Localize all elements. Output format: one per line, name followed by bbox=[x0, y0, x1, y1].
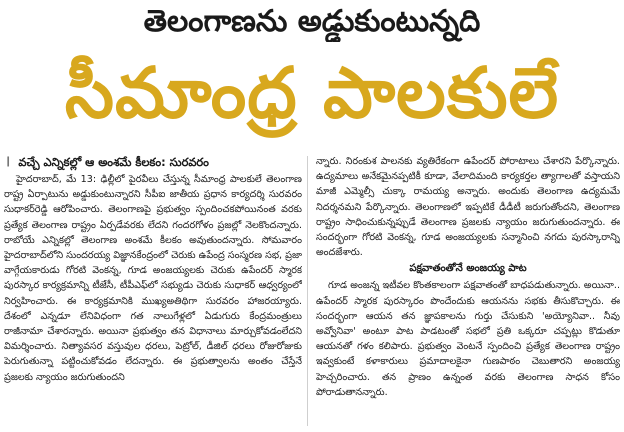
story-subhead: వచ్చే ఎన్నికల్లో ఆ అంశమే కీలకం: సురవరం bbox=[18, 155, 209, 169]
body-paragraph: హైదరాబాద్, మే 13: ఢిల్లీలో పైరవీలు చేస్తున్న సీమాంధ్ర పాలకులే తెలంగాణ రాష్ట్ర ఏర్పాటును అడ్డుకుంటున్నారని సీపీఐ జాతీయ ప్రధాన కార్యదర్శి సురవరం సుధాకర్‌రెడ్డి ఆరోపించారు. తెలంగాణపై ప్రభుత్వం స్పందించకపోయినంత వరకు ప్రత్యేక తెలంగాణ రాష్ట్రం ఏర్పడేవరకు లేదని గందరగోళం ప్రజల్లో నెలకొందన్నారు. రాబోయే ఎన్నికల్లో తెలంగాణ అంశమే కీలకం అవుతుందన్నారు. సోమవారం హైదరాబాద్‌లోని సుందరయ్య విజ్ఞానకేంద్రంలో చెరుకు ఉపేంద్ర సంస్మరణ సభ, ప్రజా వాగ్గేయకారుడు గోరటి వెంకన్న, గూడ అంజయ్యలకు చెరుకు ఉపేందర్ స్మారక పురస్కార కార్యక్రమాన్ని టీజేసీ, టీపీఎఫ్‌లో సభ్యుడు చెరుకు సుధాకర్ ఆధ్వర్యంలో నిర్వహించారు. ఈ కార్యక్రమానికి ముఖ్యఅతిథిగా సురవరం హాజరయ్యారు. దేశంలో ఎన్నడూ లేనివిధంగా గత నాలుగేళ్లలో ఏడుగురు కేంద్రమంత్రులు రాజీనామా చేశారన్నారు. అయినా ప్రభుత్వం తన విధానాలు మార్చుకోవడంలేదని విమర్శించారు. నిత్యావసర వస్తువుల ధరలు, పెట్రోల్, డీజిల్ ధరలు రోజురోజుకు పెరుగుతున్నా పట్టించుకోవడం లేదన్నారు. ఈ ప్రభుత్వాలను అంతం చేస్తేనే ప్రజలకు న్యాయం జరుగుతుందని bbox=[4, 174, 302, 383]
body-paragraph: న్నారు. నిరంకుశ పాలనకు వ్యతిరేకంగా ఉపేందర్ పోరాటాలు చేశారని పేర్కొన్నారు. ఉద్యమాలు అనేకమైనప్పటికీ కూడా, వేలాదిమంది కార్యకర్తల త్యాగాలతో వస్తాయని మాజీ ఎమ్మెల్సీ చుక్కా రామయ్య అన్నారు. అందుకు తెలంగాణ ఉద్యమమే నిదర్శనమని పేర్కొన్నారు. తెలంగాణలో ఇప్పటికే డీడీటీ జరుగుతోందని, తెలంగాణ రాష్ట్రం సాధించుకున్నప్పుడే తెలంగాణ ప్రజలకు న్యాయం జరుగుతుందన్నారు. ఈ సందర్భంగా గోరటి వెంకన్న, గూడ అంజయ్యలకు సన్మానించి నగదు పురస్కారాన్ని అందజేశారు. bbox=[316, 156, 620, 259]
right-column bbox=[316, 154, 620, 430]
kicker-headline: తెలంగాణను అడ్డుకుంటున్నది bbox=[143, 4, 481, 39]
section-subhead: పక్షవాతంతోనే అంజయ్య పాట bbox=[409, 263, 527, 275]
main-headline: సీమాంధ్ర పాలకులే bbox=[64, 52, 560, 134]
page-marker-icon: ❙ bbox=[4, 156, 13, 168]
left-column bbox=[4, 154, 302, 430]
dateline-row bbox=[4, 154, 302, 170]
body-paragraph: గూడ అంజన్న ఇటీవల కొంతకాలంగా పక్షవాతంతో బాధపడుతున్నారు. అయినా.. ఉపేందర్ స్మారక పురస్కారం పొందేందుకు ఆయనను సభకు తీసుకొచ్చారు. ఈ సందర్భంగా ఆయన తన జ్ఞాపకాలను గుర్తు చేసుకుని 'అయ్యోనివా.. నీవు అవ్వోనివా' అంటూ పాట పాడటంతో సభలో ప్రతి ఒక్కరూ చప్పట్లు కొడుతూ ఆయనతో గళం కలిపారు. ప్రభుత్వం వెంటనే స్పందించి ప్రత్యేక తెలంగాణ రాష్ట్రం ఇవ్వకుంటే కళాకారులు ప్రమాదాలకైనా గుణపాఠం చెబుతారని అంజయ్య హెచ్చరించారు. తన ప్రాణం ఉన్నంత వరకు తెలంగాణ సాధన కోసం పోరాడుతానన్నారు. bbox=[316, 280, 620, 398]
column-divider bbox=[307, 156, 308, 426]
